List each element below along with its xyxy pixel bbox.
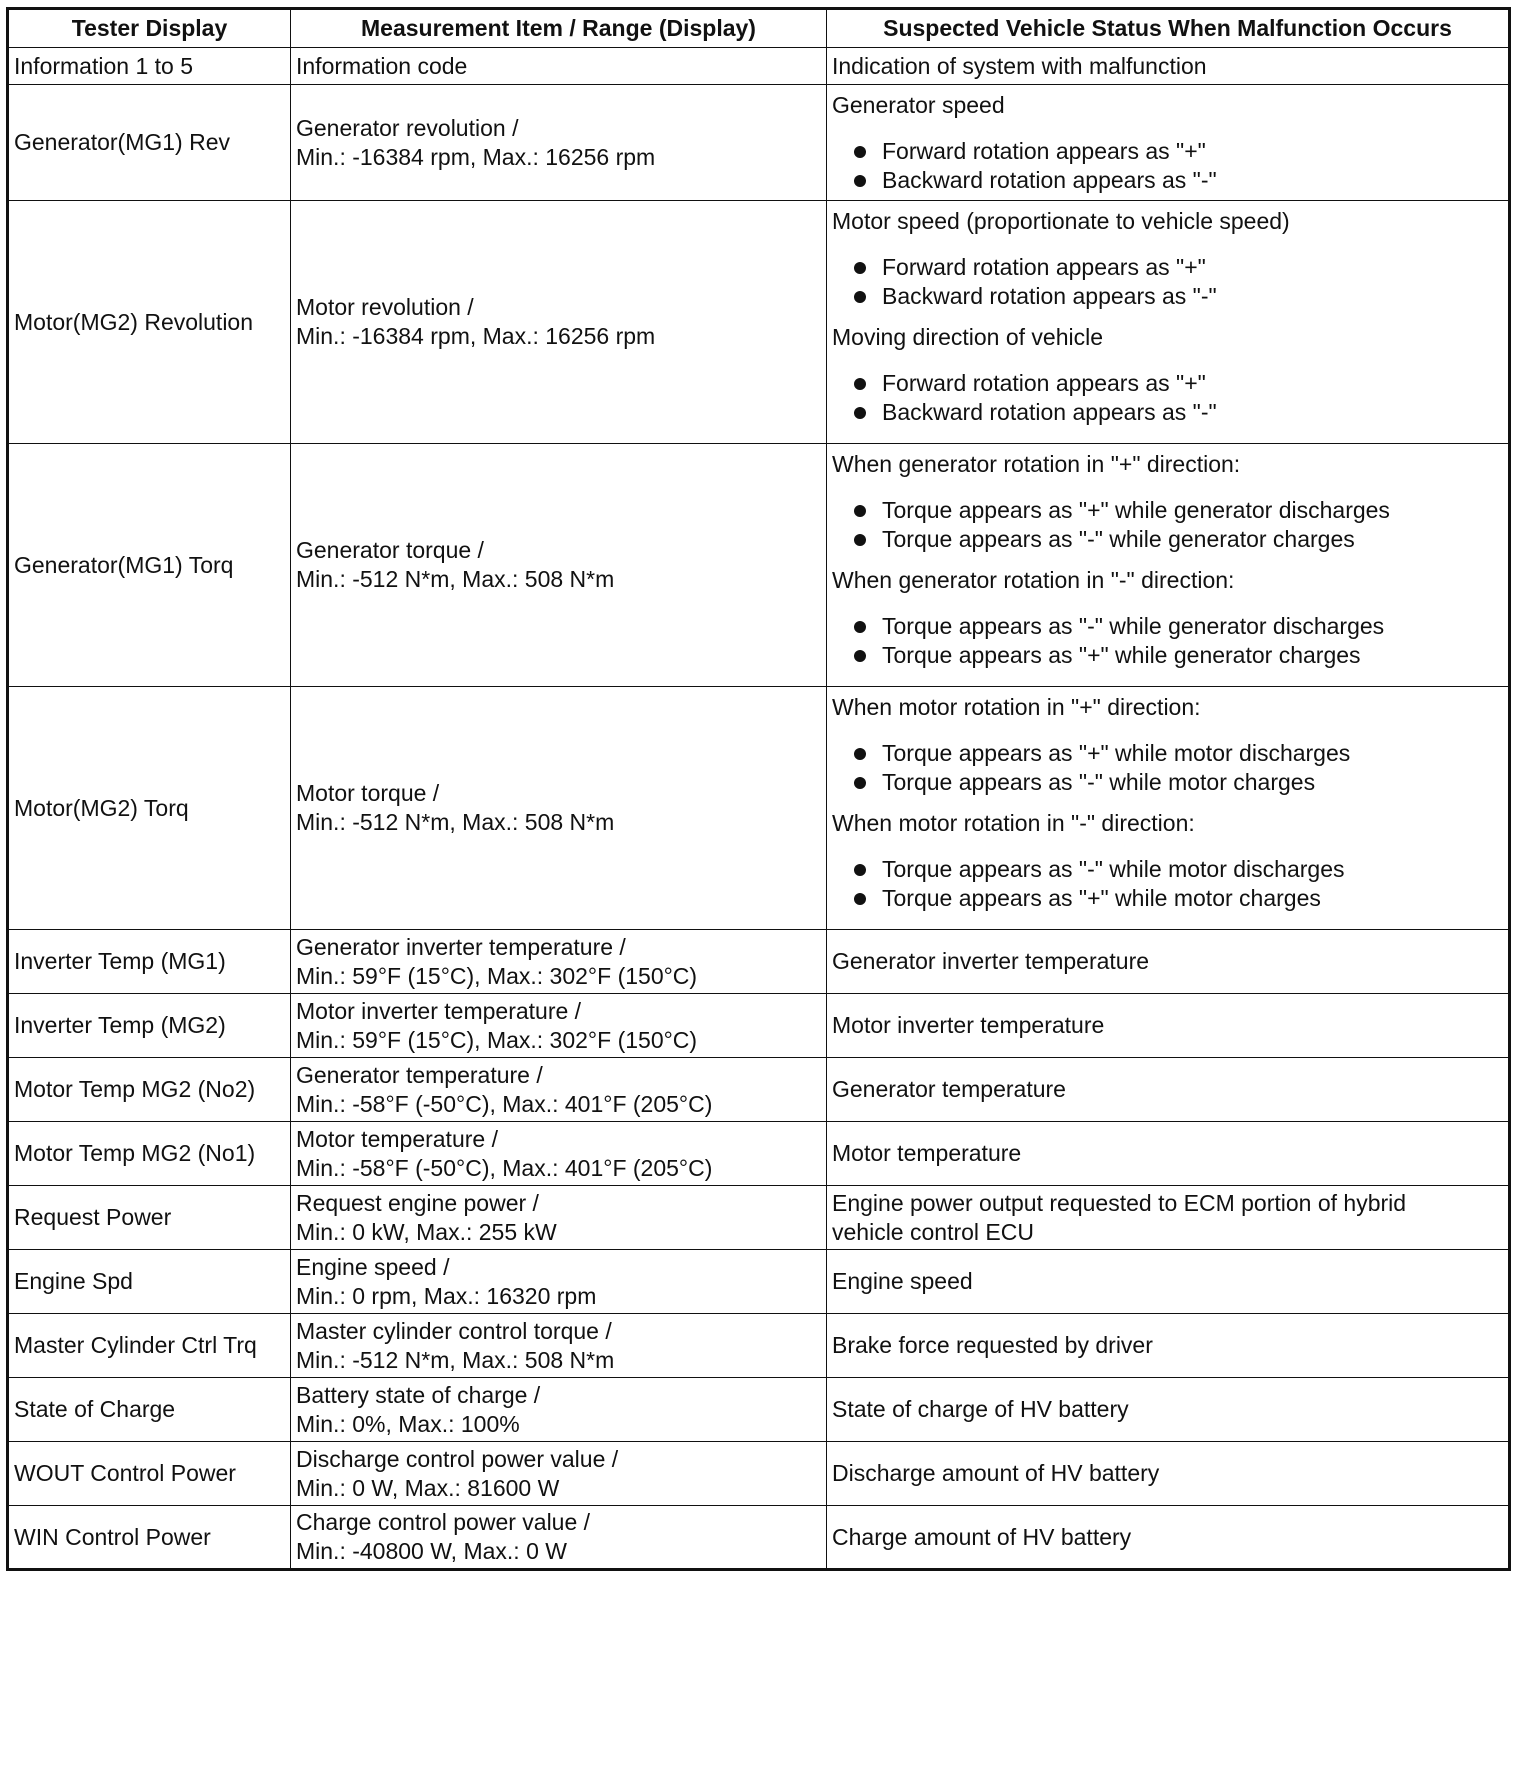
tester-display-cell: Engine Spd bbox=[8, 1250, 291, 1314]
tester-display-cell: Motor(MG2) Torq bbox=[8, 687, 291, 930]
tester-display-cell: Master Cylinder Ctrl Trq bbox=[8, 1314, 291, 1378]
table-row bbox=[8, 1314, 1510, 1378]
measurement-cell bbox=[291, 444, 827, 687]
measurement-line: Motor temperature / bbox=[296, 1125, 498, 1152]
table-row bbox=[8, 1122, 1510, 1186]
status-cell: Charge amount of HV battery bbox=[827, 1506, 1510, 1570]
measurement-line: Generator torque / bbox=[296, 537, 484, 563]
status-cell: Engine speed bbox=[827, 1250, 1510, 1314]
measurement-line: Motor inverter temperature / bbox=[296, 997, 582, 1024]
status-heading: When generator rotation in "-" direction: bbox=[832, 567, 1235, 593]
measurement-line: Battery state of charge / bbox=[296, 1381, 541, 1408]
header-row bbox=[8, 9, 1510, 48]
measurement-cell bbox=[291, 1186, 827, 1250]
tester-display-cell: Motor Temp MG2 (No2) bbox=[8, 1058, 291, 1122]
measurement-line: Generator inverter temperature / bbox=[296, 933, 626, 960]
status-bullet-item: Torque appears as "+" while generator discharges bbox=[832, 496, 1503, 525]
status-heading: When generator rotation in "+" direction: bbox=[832, 451, 1241, 477]
status-bullet-item: Torque appears as "+" while motor discharges bbox=[832, 739, 1503, 768]
status-cell bbox=[827, 85, 1510, 201]
measurement-cell bbox=[291, 201, 827, 444]
table-row bbox=[8, 1506, 1510, 1570]
measurement-line: Information code bbox=[296, 52, 468, 79]
status-cell bbox=[827, 201, 1510, 444]
table-row bbox=[8, 85, 1510, 201]
status-bullet-item: Backward rotation appears as "-" bbox=[832, 398, 1503, 427]
measurement-cell bbox=[291, 85, 827, 201]
status-bullet-list bbox=[832, 369, 1503, 427]
table-row bbox=[8, 1058, 1510, 1122]
table-row bbox=[8, 1186, 1510, 1250]
measurement-line: Min.: 59°F (15°C), Max.: 302°F (150°C) bbox=[296, 962, 698, 989]
header-tester-display: Tester Display bbox=[8, 9, 291, 48]
table-row bbox=[8, 1250, 1510, 1314]
tester-display-cell: Generator(MG1) Rev bbox=[8, 85, 291, 201]
status-cell: State of charge of HV battery bbox=[827, 1378, 1510, 1442]
measurement-cell bbox=[291, 1250, 827, 1314]
measurement-cell bbox=[291, 1442, 827, 1506]
measurement-line: Min.: 0 W, Max.: 81600 W bbox=[296, 1474, 560, 1501]
status-bullet-item: Torque appears as "+" while generator charges bbox=[832, 641, 1503, 670]
measurement-cell bbox=[291, 48, 827, 85]
measurement-line: Motor torque / bbox=[296, 780, 440, 806]
status-line: Engine power output requested to ECM portion of hybrid bbox=[832, 1189, 1407, 1216]
status-bullet-item: Backward rotation appears as "-" bbox=[832, 166, 1503, 195]
measurement-cell bbox=[291, 1314, 827, 1378]
measurement-cell bbox=[291, 1122, 827, 1186]
measurement-line: Charge control power value / bbox=[296, 1509, 591, 1535]
status-cell bbox=[827, 444, 1510, 687]
tester-display-cell: Request Power bbox=[8, 1186, 291, 1250]
measurement-line: Min.: -16384 rpm, Max.: 16256 rpm bbox=[296, 143, 656, 170]
header-suspected-status: Suspected Vehicle Status When Malfunction Occurs bbox=[827, 9, 1510, 48]
status-cell: Motor inverter temperature bbox=[827, 994, 1510, 1058]
tester-display-cell: Motor Temp MG2 (No1) bbox=[8, 1122, 291, 1186]
tester-display-cell: Inverter Temp (MG2) bbox=[8, 994, 291, 1058]
tester-display-cell: WOUT Control Power bbox=[8, 1442, 291, 1506]
status-bullet-list bbox=[832, 855, 1503, 913]
measurement-line: Master cylinder control torque / bbox=[296, 1317, 612, 1344]
status-bullet-item: Torque appears as "-" while generator charges bbox=[832, 525, 1503, 554]
status-bullet-list bbox=[832, 137, 1503, 195]
status-bullet-item: Forward rotation appears as "+" bbox=[832, 369, 1503, 398]
status-heading: Motor speed (proportionate to vehicle speed) bbox=[832, 208, 1290, 234]
measurement-line: Generator temperature / bbox=[296, 1061, 543, 1088]
measurement-line: Min.: 59°F (15°C), Max.: 302°F (150°C) bbox=[296, 1026, 698, 1053]
status-cell: Motor temperature bbox=[827, 1122, 1510, 1186]
status-bullet-item: Torque appears as "-" while motor discharges bbox=[832, 855, 1503, 884]
measurement-cell bbox=[291, 687, 827, 930]
status-heading: When motor rotation in "+" direction: bbox=[832, 694, 1201, 720]
status-bullet-item: Forward rotation appears as "+" bbox=[832, 137, 1503, 166]
measurement-cell bbox=[291, 1506, 827, 1570]
tester-display-cell: Information 1 to 5 bbox=[8, 48, 291, 85]
status-cell: Generator temperature bbox=[827, 1058, 1510, 1122]
table-row bbox=[8, 201, 1510, 444]
status-cell bbox=[827, 1186, 1510, 1250]
measurement-line: Discharge control power value / bbox=[296, 1445, 619, 1472]
status-bullet-list bbox=[832, 496, 1503, 554]
measurement-line: Min.: -58°F (-50°C), Max.: 401°F (205°C) bbox=[296, 1154, 713, 1181]
tester-display-cell: WIN Control Power bbox=[8, 1506, 291, 1570]
status-bullet-list bbox=[832, 253, 1503, 311]
status-bullet-item: Torque appears as "-" while motor charges bbox=[832, 768, 1503, 797]
table-row bbox=[8, 1378, 1510, 1442]
status-bullet-item: Torque appears as "-" while generator discharges bbox=[832, 612, 1503, 641]
tester-display-cell: Motor(MG2) Revolution bbox=[8, 201, 291, 444]
status-heading: Generator speed bbox=[832, 92, 1005, 118]
table-row bbox=[8, 687, 1510, 930]
status-cell: Discharge amount of HV battery bbox=[827, 1442, 1510, 1506]
measurement-line: Min.: -16384 rpm, Max.: 16256 rpm bbox=[296, 323, 656, 349]
table-row bbox=[8, 1442, 1510, 1506]
status-heading: When motor rotation in "-" direction: bbox=[832, 810, 1195, 836]
status-bullet-item: Forward rotation appears as "+" bbox=[832, 253, 1503, 282]
measurement-line: Engine speed / bbox=[296, 1253, 450, 1280]
table-row bbox=[8, 48, 1510, 85]
status-cell: Generator inverter temperature bbox=[827, 930, 1510, 994]
status-bullet-list bbox=[832, 739, 1503, 797]
table-row bbox=[8, 930, 1510, 994]
status-bullet-item: Torque appears as "+" while motor charges bbox=[832, 884, 1503, 913]
status-heading: Moving direction of vehicle bbox=[832, 324, 1104, 350]
measurement-line: Min.: -512 N*m, Max.: 508 N*m bbox=[296, 809, 615, 835]
tester-display-cell: Inverter Temp (MG1) bbox=[8, 930, 291, 994]
measurement-cell bbox=[291, 930, 827, 994]
measurement-cell bbox=[291, 994, 827, 1058]
table-row bbox=[8, 994, 1510, 1058]
data-list-table-container bbox=[6, 7, 1508, 1571]
status-cell: Brake force requested by driver bbox=[827, 1314, 1510, 1378]
measurement-line: Generator revolution / bbox=[296, 114, 519, 141]
measurement-cell bbox=[291, 1058, 827, 1122]
measurement-line: Motor revolution / bbox=[296, 294, 474, 320]
measurement-line: Min.: -58°F (-50°C), Max.: 401°F (205°C) bbox=[296, 1090, 713, 1117]
measurement-line: Min.: -40800 W, Max.: 0 W bbox=[296, 1538, 567, 1564]
header-measurement-item: Measurement Item / Range (Display) bbox=[291, 9, 827, 48]
data-list-table bbox=[6, 7, 1511, 1571]
measurement-line: Request engine power / bbox=[296, 1189, 539, 1216]
measurement-line: Min.: 0%, Max.: 100% bbox=[296, 1410, 520, 1437]
measurement-cell bbox=[291, 1378, 827, 1442]
measurement-line: Min.: 0 rpm, Max.: 16320 rpm bbox=[296, 1282, 597, 1309]
measurement-line: Min.: -512 N*m, Max.: 508 N*m bbox=[296, 566, 615, 592]
status-bullet-list bbox=[832, 612, 1503, 670]
tester-display-cell: State of Charge bbox=[8, 1378, 291, 1442]
measurement-line: Min.: 0 kW, Max.: 255 kW bbox=[296, 1218, 557, 1245]
status-cell bbox=[827, 687, 1510, 930]
tester-display-cell: Generator(MG1) Torq bbox=[8, 444, 291, 687]
table-body bbox=[8, 48, 1510, 1570]
table-row bbox=[8, 444, 1510, 687]
measurement-line: Min.: -512 N*m, Max.: 508 N*m bbox=[296, 1346, 615, 1373]
status-cell: Indication of system with malfunction bbox=[827, 48, 1510, 85]
status-bullet-item: Backward rotation appears as "-" bbox=[832, 282, 1503, 311]
status-line: vehicle control ECU bbox=[832, 1218, 1034, 1245]
